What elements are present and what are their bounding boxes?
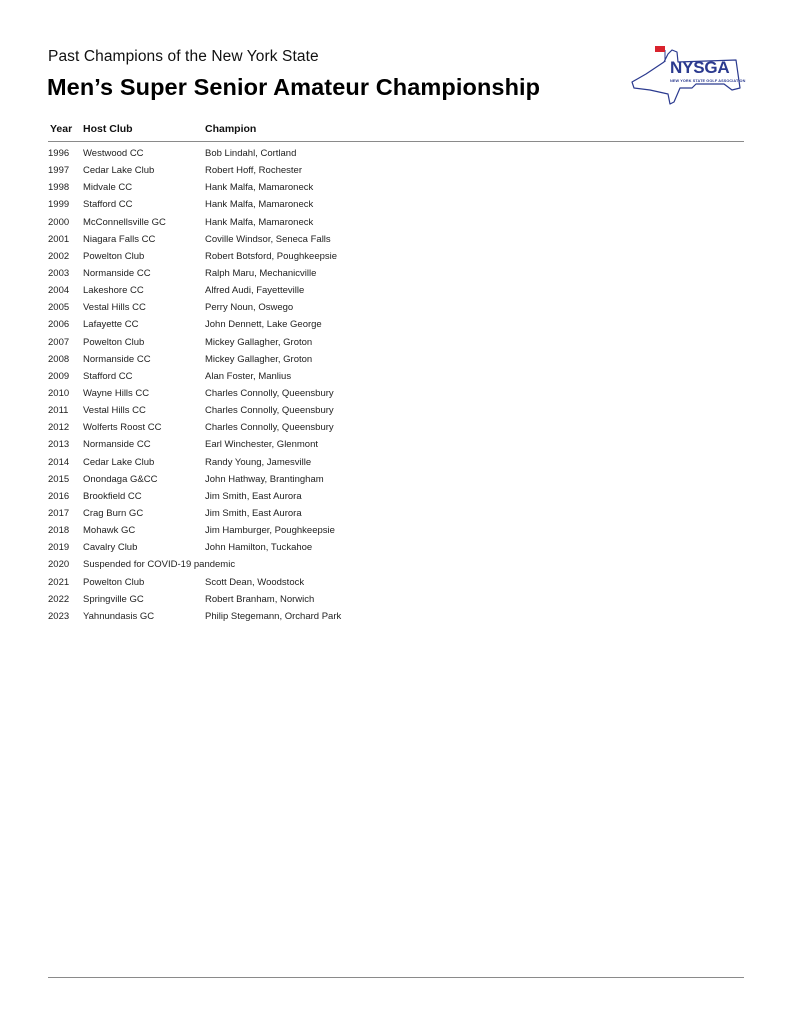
- table-row: [48, 197, 744, 214]
- cell-year: 2016: [48, 490, 70, 502]
- table-row: [48, 300, 744, 317]
- cell-year: 1999: [48, 199, 70, 211]
- cell-host-club: Crag Burn GC: [83, 507, 144, 519]
- cell-host-club: Powelton Club: [83, 576, 145, 588]
- table-row: [48, 575, 744, 592]
- champions-table: [48, 146, 744, 626]
- cell-year: 2005: [48, 302, 70, 314]
- cell-champion: Jim Smith, East Aurora: [205, 507, 302, 519]
- cell-host-club: Yahnundasis GC: [83, 610, 155, 622]
- cell-year: 2009: [48, 370, 70, 382]
- table-row: [48, 232, 744, 249]
- table-row: [48, 403, 744, 420]
- cell-host-club: Vestal Hills CC: [83, 405, 146, 417]
- cell-champion: Hank Malfa, Mamaroneck: [205, 199, 314, 211]
- cell-host-club: Brookfield CC: [83, 490, 142, 502]
- cell-host-club: Midvale CC: [83, 182, 133, 194]
- column-header-champion: Champion: [205, 123, 257, 135]
- table-row: [48, 609, 744, 626]
- cell-host-club: Lakeshore CC: [83, 285, 144, 297]
- cell-host-club: Powelton Club: [83, 250, 145, 262]
- cell-champion: Scott Dean, Woodstock: [205, 576, 305, 588]
- cell-host-club: Normanside CC: [83, 439, 151, 451]
- cell-year: 2023: [48, 610, 70, 622]
- header-divider: [48, 141, 744, 142]
- cell-champion: Charles Connolly, Queensbury: [205, 405, 334, 417]
- cell-year: 2022: [48, 593, 70, 605]
- cell-year: 2011: [48, 405, 69, 417]
- cell-host-club: Suspended for COVID-19 pandemic: [83, 559, 236, 571]
- cell-champion: Robert Hoff, Rochester: [205, 165, 302, 177]
- cell-champion: Alfred Audi, Fayetteville: [205, 285, 305, 297]
- table-row: [48, 283, 744, 300]
- cell-host-club: Wayne Hills CC: [83, 387, 150, 399]
- cell-champion: Hank Malfa, Mamaroneck: [205, 216, 314, 228]
- table-row: [48, 472, 744, 489]
- table-row: [48, 317, 744, 334]
- cell-host-club: Westwood CC: [83, 148, 144, 159]
- page-subtitle: Past Champions of the New York State: [48, 48, 319, 65]
- cell-host-club: Stafford CC: [83, 199, 133, 211]
- cell-host-club: Cavalry Club: [83, 542, 138, 554]
- cell-champion: Mickey Gallagher, Groton: [205, 336, 313, 348]
- cell-host-club: Vestal Hills CC: [83, 302, 146, 314]
- table-row: [48, 266, 744, 283]
- table-row: [48, 557, 744, 574]
- cell-champion: Alan Foster, Manlius: [205, 370, 292, 382]
- table-row: [48, 506, 744, 523]
- table-row: [48, 386, 744, 403]
- column-header-year: Year: [50, 123, 73, 135]
- cell-year: 2007: [48, 336, 70, 348]
- column-header-host-club: Host Club: [83, 123, 133, 135]
- table-row: [48, 592, 744, 609]
- cell-year: 2002: [48, 250, 70, 262]
- cell-host-club: Onondaga G&CC: [83, 473, 158, 485]
- table-row: [48, 489, 744, 506]
- table-row: [48, 180, 744, 197]
- cell-champion: Perry Noun, Oswego: [205, 302, 294, 314]
- cell-year: 2015: [48, 473, 70, 485]
- cell-host-club: Springville GC: [83, 593, 144, 605]
- table-row: [48, 352, 744, 369]
- cell-year: 2008: [48, 353, 70, 365]
- cell-year: 1998: [48, 182, 70, 194]
- cell-host-club: Stafford CC: [83, 370, 133, 382]
- cell-champion: Jim Hamburger, Poughkeepsie: [205, 525, 335, 537]
- cell-year: 2021: [48, 576, 70, 588]
- table-row: [48, 420, 744, 437]
- cell-champion: John Hathway, Brantingham: [205, 473, 324, 485]
- cell-champion: Charles Connolly, Queensbury: [205, 422, 334, 434]
- table-header: [48, 123, 744, 139]
- cell-champion: Coville Windsor, Seneca Falls: [205, 233, 331, 245]
- cell-year: 2006: [48, 319, 70, 331]
- cell-champion: Hank Malfa, Mamaroneck: [205, 182, 314, 194]
- cell-champion: John Hamilton, Tuckahoe: [205, 542, 313, 554]
- cell-year: 2000: [48, 216, 70, 228]
- cell-champion: Robert Botsford, Poughkeepsie: [205, 250, 338, 262]
- logo-tagline: NEW YORK STATE GOLF ASSOCIATION: [670, 79, 746, 83]
- cell-champion: Earl Winchester, Glenmont: [205, 439, 318, 451]
- cell-year: 2012: [48, 422, 70, 434]
- table-row: [48, 249, 744, 266]
- cell-host-club: Normanside CC: [83, 353, 151, 365]
- logo-wordmark: NYSGA: [670, 58, 730, 77]
- table-row: [48, 437, 744, 454]
- cell-host-club: Cedar Lake Club: [83, 456, 155, 468]
- cell-host-club: Cedar Lake Club: [83, 165, 155, 177]
- cell-year: 1996: [48, 148, 70, 159]
- table-row: [48, 146, 744, 163]
- cell-champion: Jim Smith, East Aurora: [205, 490, 302, 502]
- cell-host-club: Niagara Falls CC: [83, 233, 156, 245]
- cell-year: 2004: [48, 285, 70, 297]
- cell-host-club: Normanside CC: [83, 267, 151, 279]
- cell-host-club: Wolferts Roost CC: [83, 422, 162, 434]
- cell-year: 2019: [48, 542, 70, 554]
- flag-icon: [655, 46, 665, 52]
- cell-champion: Charles Connolly, Queensbury: [205, 387, 334, 399]
- cell-year: 2003: [48, 267, 70, 279]
- cell-year: 2014: [48, 456, 70, 468]
- cell-year: 2001: [48, 233, 70, 245]
- table-row: [48, 455, 744, 472]
- cell-champion: Philip Stegemann, Orchard Park: [205, 610, 342, 622]
- table-row: [48, 215, 744, 232]
- cell-host-club: Powelton Club: [83, 336, 145, 348]
- table-row: [48, 163, 744, 180]
- cell-host-club: Lafayette CC: [83, 319, 139, 331]
- cell-champion: Randy Young, Jamesville: [205, 456, 312, 468]
- cell-year: 2013: [48, 439, 70, 451]
- cell-champion: Mickey Gallagher, Groton: [205, 353, 313, 365]
- cell-champion: Ralph Maru, Mechanicville: [205, 267, 317, 279]
- cell-year: 2017: [48, 507, 70, 519]
- cell-host-club: McConnellsville GC: [83, 216, 166, 228]
- table-row: [48, 540, 744, 557]
- table-row: [48, 523, 744, 540]
- cell-champion: John Dennett, Lake George: [205, 319, 322, 331]
- footer-divider: [48, 977, 744, 978]
- cell-champion: Bob Lindahl, Cortland: [205, 148, 297, 159]
- table-row: [48, 369, 744, 386]
- cell-champion: Robert Branham, Norwich: [205, 593, 315, 605]
- cell-year: 1997: [48, 165, 70, 177]
- cell-host-club: Mohawk GC: [83, 525, 136, 537]
- cell-year: 2020: [48, 559, 70, 571]
- page-title: Men’s Super Senior Amateur Championship: [47, 74, 541, 100]
- table-row: [48, 335, 744, 352]
- cell-year: 2018: [48, 525, 70, 537]
- cell-year: 2010: [48, 387, 70, 399]
